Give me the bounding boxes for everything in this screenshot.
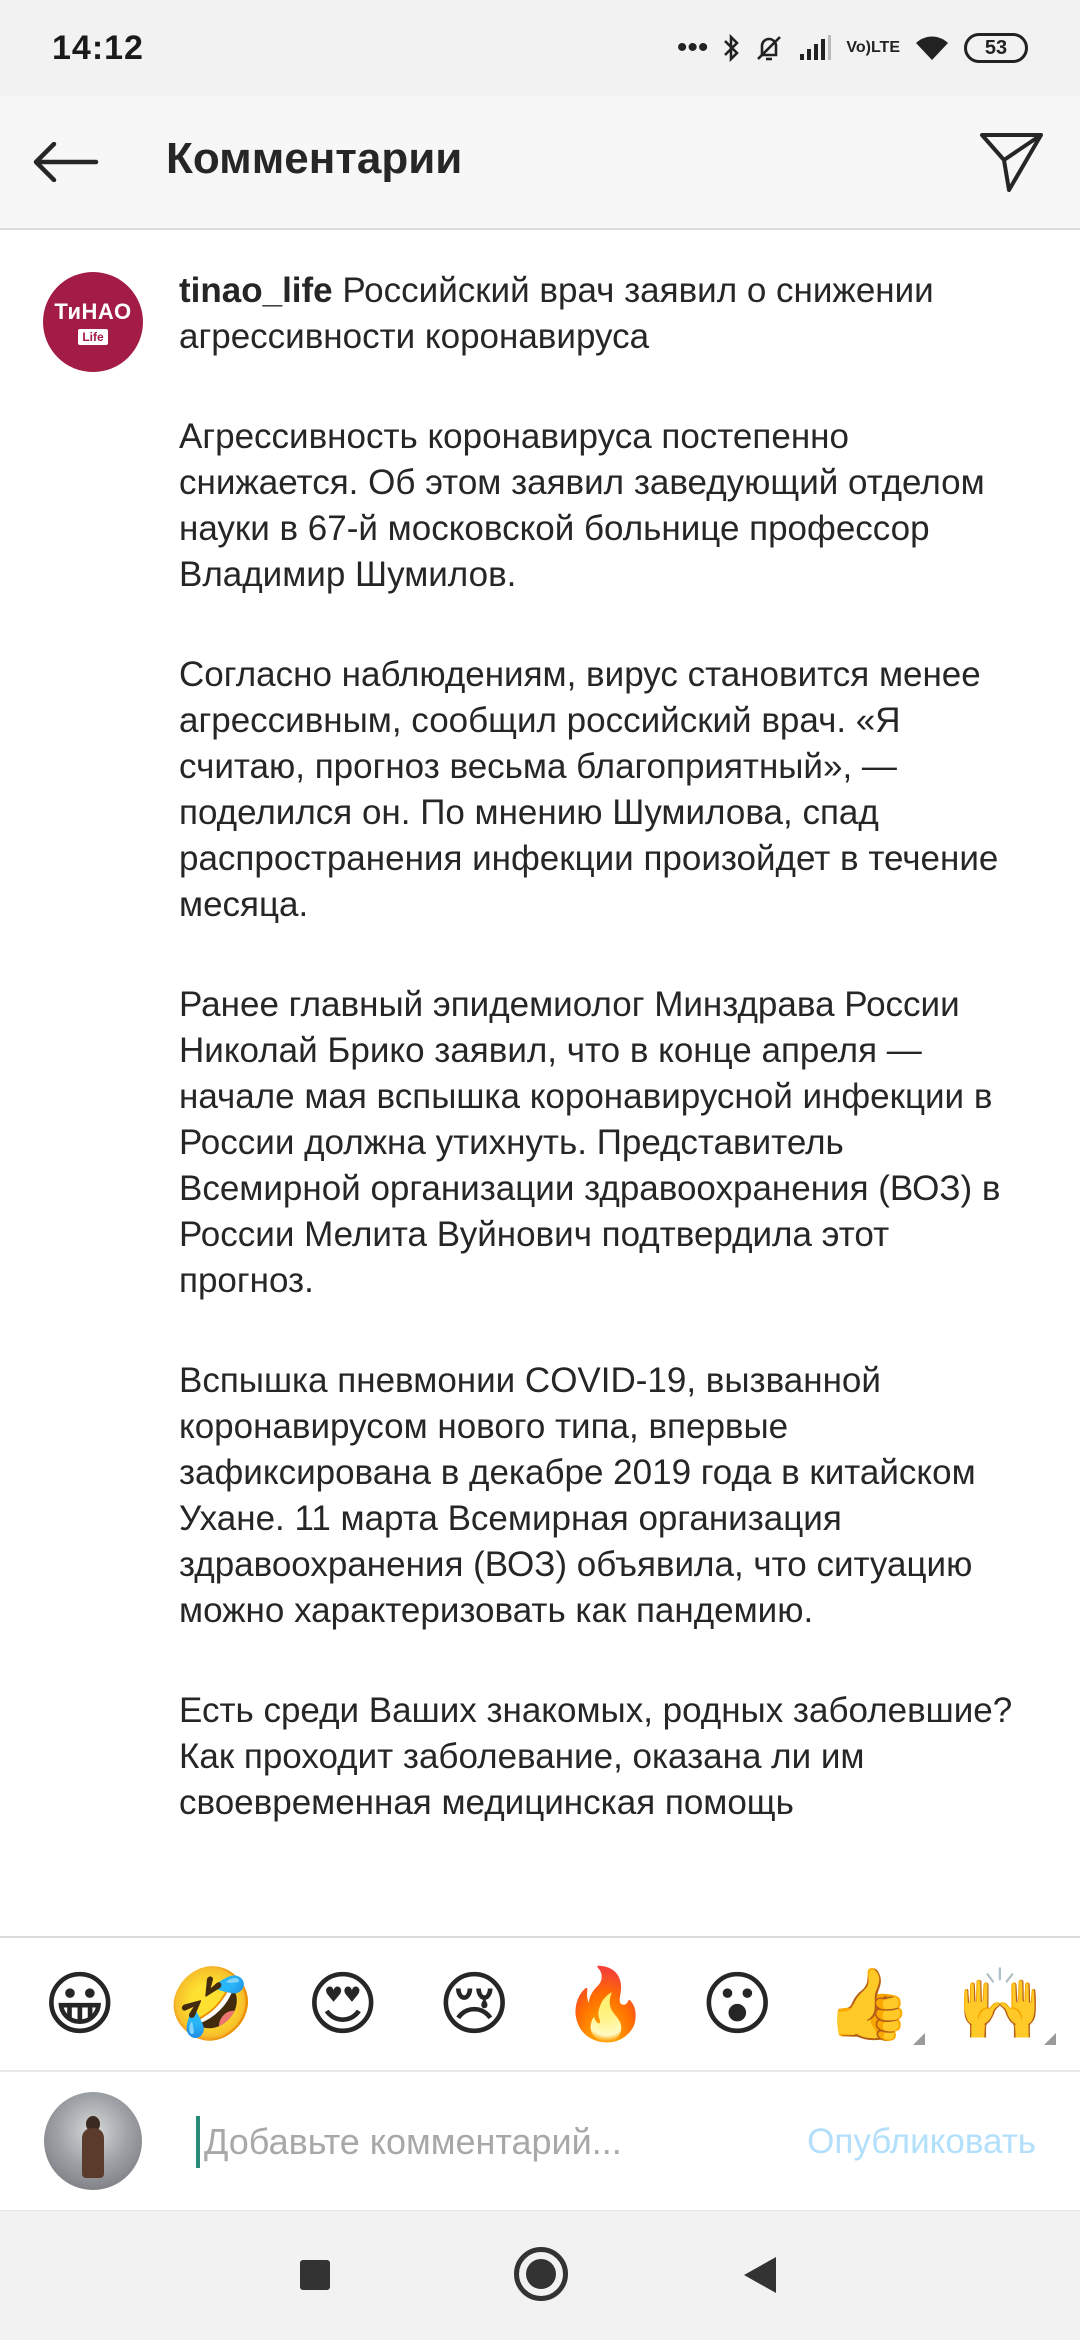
share-button[interactable] <box>974 124 1050 200</box>
system-nav-bar <box>0 2210 1080 2340</box>
skin-tone-indicator-icon <box>1044 2033 1056 2045</box>
battery-icon: 53 <box>964 33 1028 63</box>
volte-icon: Vo) LTE <box>846 39 900 56</box>
arrow-left-icon <box>32 142 100 182</box>
emoji-bar <box>0 1936 1080 2072</box>
status-icons <box>677 31 1028 65</box>
caption-headline <box>179 268 1019 360</box>
caption-paragraph: Ранее главный эпидемиолог Минздрава России Николай Брико заявил, что в конце апреля — начале мая вспышка коронавирусной инфекции в России должна утихнуть. Представитель Всемирной организации здравоохранения (ВОЗ) в России Мелита Вуйнович подтвердила этот прогноз. <box>179 985 1001 1300</box>
caption-paragraph: Вспышка пневмонии COVID-19, вызванной коронавирусом нового типа, впервые зафиксирована в декабре 2019 года в китайском Ухане. 11 марта Всемирная организация здравоохранения (ВОЗ) объявила, что ситуацию можно характеризовать как пандемию. <box>179 1361 976 1630</box>
logo-text: ТиНАО <box>54 299 132 324</box>
raised-hands-emoji-icon[interactable]: 🙌 <box>950 1969 1050 2039</box>
surprised-emoji-icon[interactable]: 😮 <box>700 1963 774 2045</box>
mute-bell-icon <box>754 33 784 63</box>
fire-emoji-icon[interactable]: 🔥 <box>562 1963 650 2045</box>
caption <box>179 268 1019 1826</box>
headline-text: Российский врач заявил о снижении агрессивности коронавируса <box>179 271 934 356</box>
author-username[interactable]: tinao_life <box>179 271 333 310</box>
thumbs-up-emoji-icon[interactable]: 👍 <box>819 1969 919 2039</box>
skin-tone-indicator-icon <box>913 2033 925 2045</box>
status-bar <box>0 0 1080 96</box>
author-avatar[interactable] <box>43 272 143 372</box>
rofl-emoji-icon[interactable]: 🤣 <box>167 1963 255 2045</box>
back-triangle-icon[interactable] <box>744 2257 776 2293</box>
page-title: Комментарии <box>166 134 463 183</box>
wifi-icon <box>914 34 950 62</box>
comment-input[interactable] <box>196 2116 756 2168</box>
more-dots-icon: ••• <box>676 31 709 64</box>
caption-paragraph: Согласно наблюдениям, вирус становится менее агрессивным, сообщил российский врач. «Я считаю, прогноз весьма благоприятный», — поделился он. По мнению Шумилова, спад распространения инфекции произойдет в течение месяца. <box>179 655 999 924</box>
header <box>0 96 1080 230</box>
post-caption-area <box>0 230 1080 1936</box>
status-time: 14:12 <box>52 28 144 67</box>
crying-emoji-icon[interactable]: 😢 <box>437 1963 511 2045</box>
caption-paragraph: Агрессивность коронавируса постепенно снижается. Об этом заявил заведующий отделом науки в 67-й московской больнице профессор Владимир Шумилов. <box>179 417 985 594</box>
signal-icon <box>798 34 832 62</box>
home-circle-icon[interactable] <box>514 2247 568 2301</box>
publish-button[interactable]: Опубликовать <box>807 2122 1036 2161</box>
heart-eyes-emoji-icon[interactable]: 😍 <box>306 1963 380 2045</box>
recents-square-icon[interactable] <box>300 2260 330 2290</box>
grinning-emoji-icon[interactable]: 😀 <box>43 1963 117 2045</box>
bluetooth-icon <box>722 33 740 63</box>
caption-paragraph: Есть среди Ваших знакомых, родных заболевшие? Как проходит заболевание, оказана ли им своевременная медицинская помощь <box>179 1691 1013 1822</box>
comment-composer <box>0 2072 1080 2210</box>
paper-plane-icon <box>979 131 1045 193</box>
back-button[interactable] <box>30 126 102 198</box>
logo-subtext: Life <box>78 329 107 345</box>
current-user-avatar <box>44 2092 142 2190</box>
